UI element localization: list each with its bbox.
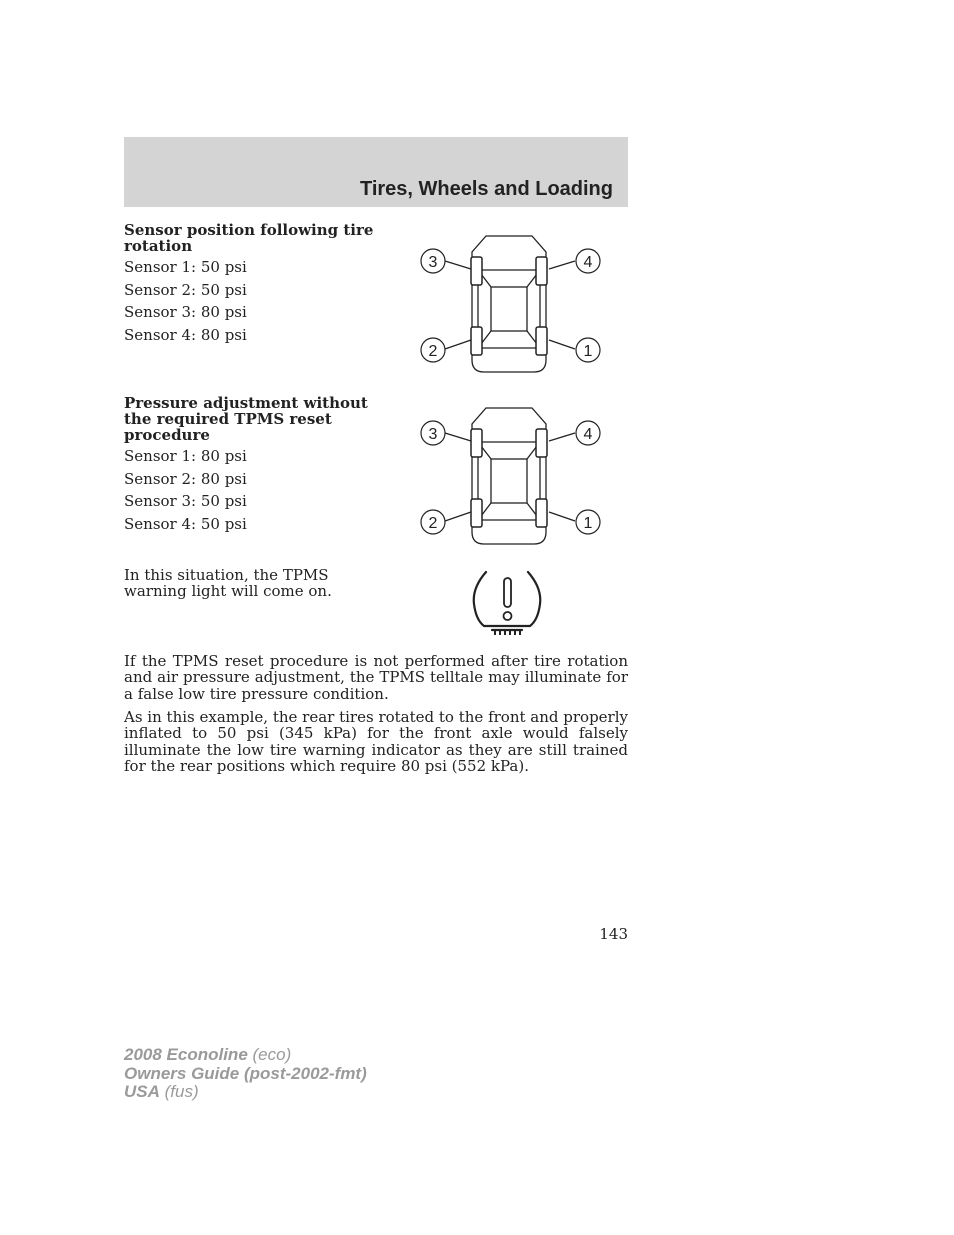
adjustment-sensor-block [124,395,386,538]
sensor-line: Sensor 2: 50 psi [124,280,247,299]
sensor-label-rear-left: 2 [428,343,438,360]
rotation-sensor-block [124,222,386,349]
footer-model: 2008 Econoline [124,1045,248,1064]
footer-market: USA [124,1082,160,1101]
sensor-line: Sensor 4: 50 psi [124,514,247,533]
document-footer [124,1046,367,1102]
footer-guide: Owners Guide (post-2002-fmt) [124,1063,367,1083]
rotation-heading: Sensor position following tire rotation [124,221,374,255]
vehicle-top-view-icon [414,234,606,376]
sensor-label-rear-left: 2 [428,515,438,532]
sensor-label-rear-right: 1 [583,343,593,360]
section-title: Tires, Wheels and Loading [359,178,613,200]
section-header-band [124,137,628,207]
vehicle-top-view-icon [414,406,606,548]
sensor-label-front-right: 4 [583,254,593,271]
adjustment-heading: Pressure adjustment without the required TPMS reset procedure [124,394,368,444]
page-number: 143 [599,925,628,943]
body-paragraph: As in this example, the rear tires rotated to the front and properly inflated to 50 psi (345 kPa) for the front axle would falsely illuminate the low tire warning indicator as they are still trained for the rear positions which require 80 psi (552 kPa). [124,708,628,775]
sensor-line: Sensor 3: 80 psi [124,303,247,322]
sensor-label-rear-right: 1 [583,515,593,532]
tire-pressure-warning-icon [466,568,548,640]
sensor-label-front-left: 3 [428,426,438,443]
sensor-label-front-left: 3 [428,254,438,271]
sensor-line: Sensor 3: 50 psi [124,492,247,511]
warning-note: In this situation, the TPMS warning light will come on. [124,566,332,601]
body-paragraph: If the TPMS reset procedure is not performed after tire rotation and air pressure adjustment, the TPMS telltale may illuminate for a false low tire pressure condition. [124,652,628,703]
sensor-line: Sensor 2: 80 psi [124,469,247,488]
sensor-line: Sensor 4: 80 psi [124,325,247,344]
sensor-line: Sensor 1: 50 psi [124,258,247,276]
sensor-label-front-right: 4 [583,426,593,443]
footer-market-code: (fus) [164,1082,199,1101]
footer-model-code: (eco) [252,1045,292,1064]
sensor-line: Sensor 1: 80 psi [124,447,247,465]
